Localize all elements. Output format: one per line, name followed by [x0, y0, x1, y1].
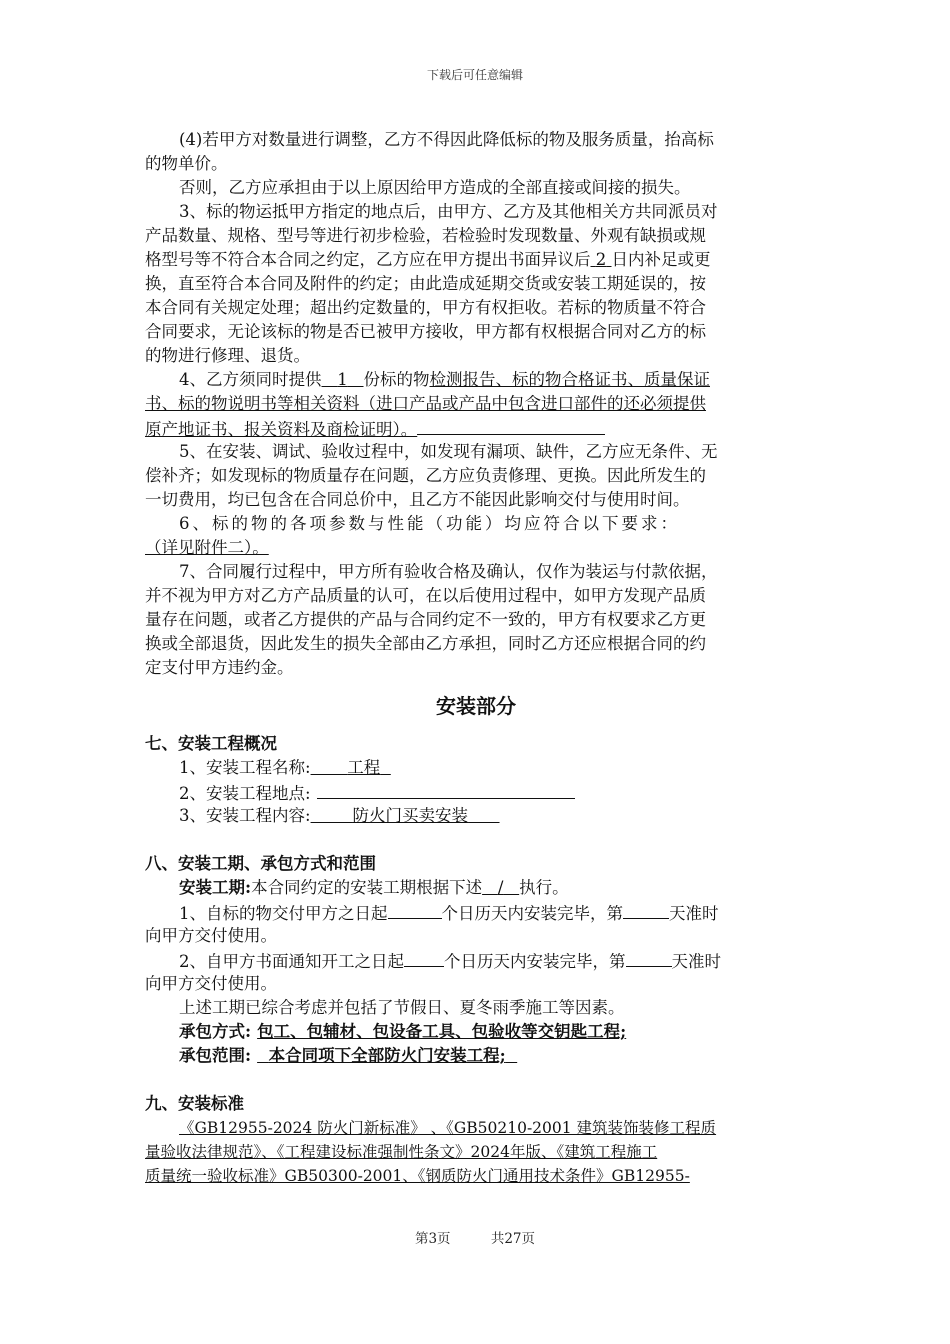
sec8-scope-blank [257, 1046, 517, 1065]
sec8-period-choice: / [497, 878, 504, 897]
footer-total-pages: 共27页 [490, 1231, 536, 1247]
sec7-site-label: 2、安装工程地点: [179, 784, 311, 803]
sec7-content-label: 3、安装工程内容: [179, 806, 311, 825]
sec8-period-text-a: 本合同约定的安装工期根据下述 [251, 878, 483, 897]
item4-line3-trailing-blank [417, 416, 605, 435]
sec8-period-line [145, 876, 807, 900]
item3-line2: 产品数量、规格、型号等进行初步检验，若检验时发现数量、外观有缺损或规 [145, 226, 706, 245]
sec8-period-text-b: 执行。 [519, 878, 569, 897]
item5-line1: 5、在安装、调试、验收过程中，如发现有漏项、缺件，乙方应无条件、无 [179, 442, 718, 461]
item3-line7: 的物进行修理、退货。 [145, 346, 310, 365]
sec7-name-line [145, 756, 807, 780]
item4-docs: 检测报告、标的物合格证书、质量保证 [429, 370, 710, 389]
sec7-content-line [145, 804, 807, 828]
sec8-opt1-text-b: 个日历天内安装完毕，第 [441, 904, 623, 923]
item3-line6: 合同要求，无论该标的物是否已被甲方接收，甲方都有权根据合同对乙方的标 [145, 322, 706, 341]
sec8-mode-value: 包工、包辅材、包设备工具、包验收等交钥匙工程; [257, 1022, 627, 1041]
item7-line5: 定支付甲方违约金。 [145, 658, 294, 677]
item7-line2: 并不视为甲方对乙方产品质量的认可，在以后使用过程中，如甲方发现产品质 [145, 586, 706, 605]
item6-line1: 6、标的物的各项参数与性能（功能）均应符合以下要求： [179, 514, 680, 533]
item3-text-a: 格型号等不符合本合同之约定，乙方应在甲方提出书面异议后 [145, 250, 591, 269]
sec8-opt1-line2: 向甲方交付使用。 [145, 926, 277, 945]
item3-days-blank [591, 250, 612, 269]
sec8-mode-label: 承包方式: [179, 1022, 252, 1041]
sec8-opt2-text-b: 个日历天内安装完毕，第 [444, 952, 626, 971]
document-body [145, 128, 807, 1188]
sec8-opt2-line2: 向甲方交付使用。 [145, 974, 277, 993]
item4-text-b: 份标的物 [363, 370, 430, 389]
sec8-opt2-line1 [145, 948, 807, 972]
sec9-line3: 质量统一验收标准》GB50300-2001、《钢质防火门通用技术条件》GB12955- [145, 1167, 690, 1185]
sec8-note: 上述工期已综合考虑并包括了节假日、夏冬雨季施工等因素。 [179, 998, 625, 1017]
sec8-opt2-text-c: 天准时 [671, 952, 721, 971]
item3-line4: 换，直至符合本合同及附件的约定；由此造成延期交货或安装工期延误的，按 [145, 274, 706, 293]
item7-line1: 7、合同履行过程中，甲方所有验收合格及确认，仅作为装运与付款依据， [179, 562, 718, 581]
sec7-content-value: 防火门买卖安装 [352, 806, 469, 825]
item3-line5: 本合同有关规定处理；超出约定数量的，甲方有权拒收。若标的物质量不符合 [145, 298, 706, 317]
item7-line4: 换或全部退货，因此发生的损失全部由乙方承担，同时乙方还应根据合同的约 [145, 634, 706, 653]
sec9-line1: 《GB12955-2024 防火门新标准》 、《GB50210-2001 建筑装饰装修工程质 [179, 1119, 717, 1137]
sec8-heading: 八、安装工期、承包方式和范围 [145, 854, 376, 873]
item5-line2: 偿补齐；如发现标的物质量存在问题，乙方应负责修理、更换。因此所发生的 [145, 466, 706, 485]
item4-line3 [145, 416, 807, 440]
item3-text-b: 日内补足或更 [611, 250, 711, 269]
item4-count-blank [322, 370, 364, 389]
sec8-period-choice-blank [482, 878, 519, 897]
item6-line2: （详见附件二）。 [145, 538, 269, 557]
sec8-scope-label: 承包范围: [179, 1046, 252, 1065]
item4-text-a: 4、乙方须同时提供 [179, 370, 322, 389]
item7-line3: 量存在问题，或者乙方提供的产品与合同约定不一致的，甲方有权要求乙方更 [145, 610, 706, 629]
sec8-opt2-days-blank [404, 948, 444, 967]
sec8-opt1-days-blank [388, 900, 442, 919]
sec7-site-line [145, 780, 807, 804]
sec8-period-label: 安装工期: [179, 878, 252, 897]
sec8-opt1-day-blank [623, 900, 669, 919]
sec7-name-blank [311, 758, 391, 777]
sec9-line2: 量验收法律规范》、《工程建设标准强制性条文》2024年版、《建筑工程施工 [145, 1143, 658, 1161]
sec8-opt1-text-a: 1、自标的物交付甲方之日起 [179, 904, 388, 923]
sec7-site-blank [317, 780, 575, 799]
sec9-heading: 九、安装标准 [145, 1094, 244, 1113]
sec7-heading: 七、安装工程概况 [145, 734, 277, 753]
sec8-opt1-line1 [145, 900, 807, 924]
page-footer [0, 1227, 950, 1247]
para-otherwise: 否则，乙方应承担由于以上原因给甲方造成的全部直接或间接的损失。 [179, 178, 691, 197]
item3-days: 2 [595, 250, 607, 269]
sec7-name-label: 1、安装工程名称: [179, 758, 311, 777]
sec7-content-blank [311, 806, 500, 825]
item4-line2: 书、标的物说明书等相关资料（进口产品或产品中包含进口部件的还必须提供 [145, 394, 706, 413]
para4-line1: (4)若甲方对数量进行调整，乙方不得因此降低标的物及服务质量，抬高标 [179, 130, 714, 149]
item4-line1 [145, 368, 807, 392]
sec8-opt1-text-c: 天准时 [669, 904, 719, 923]
item4-line3-text: 原产地证书、报关资料及商检证明）。 [145, 420, 418, 439]
sec8-scope-line [145, 1044, 807, 1068]
sec8-opt2-text-a: 2、自甲方书面通知开工之日起 [179, 952, 404, 971]
item4-count: 1 [337, 370, 348, 389]
para4-line2: 的物单价。 [145, 154, 228, 173]
sec8-opt2-day-blank [626, 948, 672, 967]
footer-page-number: 第3页 [414, 1231, 451, 1247]
sec7-name-value: 工程 [347, 758, 381, 777]
item5-line3: 一切费用，均已包含在合同总价中，且乙方不能因此影响交付与使用时间。 [145, 490, 690, 509]
sec8-mode-line [145, 1020, 807, 1044]
item3-line1: 3、标的物运抵甲方指定的地点后，由甲方、乙方及其他相关方共同派员对 [179, 202, 718, 221]
page-header-note: 下载后可任意编辑 [426, 68, 523, 82]
item3-line3 [145, 248, 807, 272]
sec8-scope-value: 本合同项下全部防火门安装工程; [268, 1046, 506, 1065]
section-title-install: 安装部分 [436, 694, 516, 718]
